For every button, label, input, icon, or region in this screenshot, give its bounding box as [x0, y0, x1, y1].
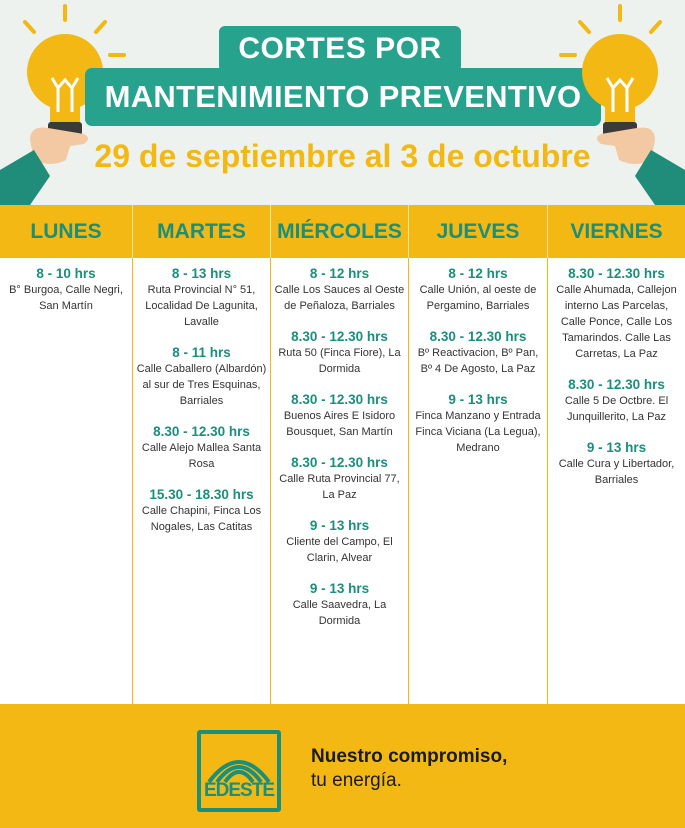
edeste-logo-icon	[197, 730, 281, 812]
outage-entry	[271, 266, 408, 314]
outage-entry	[548, 266, 685, 362]
column-lunes	[0, 258, 133, 704]
outage-place: Calle Unión, al oeste de Pergamino, Barriales	[419, 284, 537, 312]
column-miercoles	[271, 258, 409, 704]
outage-time: 8.30 - 12.30 hrs	[429, 329, 527, 344]
day-header-lunes: LUNES	[0, 205, 133, 258]
outage-time: 9 - 13 hrs	[309, 581, 370, 596]
column-martes	[133, 258, 271, 704]
outage-time: 8.30 - 12.30 hrs	[291, 392, 388, 407]
outage-place: Calle Cura y Libertador, Barriales	[558, 458, 675, 486]
outage-entry	[271, 518, 408, 566]
slogan-line-1: Nuestro compromiso,	[311, 746, 508, 767]
outage-entry	[133, 424, 270, 472]
title-line-1: CORTES POR	[219, 26, 461, 72]
outage-place: Buenos Aires E Isidoro Bousquet, San Martín	[283, 410, 396, 438]
logo-text: EDESTE	[203, 780, 275, 801]
outage-time: 9 - 13 hrs	[448, 392, 508, 407]
outage-place: Ruta 50 (Finca Fiore), La Dormida	[278, 347, 401, 375]
column-viernes	[548, 258, 685, 704]
outage-place: Calle Alejo Mallea Santa Rosa	[141, 442, 262, 470]
outage-place: Cliente del Campo, El Clarin, Alvear	[286, 536, 393, 564]
outage-time: 9 - 13 hrs	[309, 518, 370, 533]
outage-place: B° Burgoa, Calle Negri, San Martín	[9, 284, 123, 312]
outage-entry	[548, 377, 685, 425]
schedule-columns	[0, 258, 685, 704]
outage-entry	[271, 455, 408, 503]
outage-entry	[409, 329, 547, 377]
outage-time: 8 - 10 hrs	[36, 266, 96, 281]
day-header-jueves: JUEVES	[409, 205, 548, 258]
outage-time: 8.30 - 12.30 hrs	[153, 424, 250, 439]
outage-time: 8.30 - 12.30 hrs	[291, 329, 388, 344]
outage-entry	[133, 345, 270, 409]
outage-place: Calle Caballero (Albardón) al sur de Tres Esquinas, Barriales	[136, 363, 267, 407]
outage-entry	[271, 329, 408, 377]
outage-time: 8 - 11 hrs	[172, 345, 231, 360]
outage-entry	[133, 487, 270, 535]
outage-place: Finca Manzano y Entrada Finca Viciana (La Legua), Medrano	[415, 410, 541, 454]
outage-entry	[133, 266, 270, 330]
day-header-miercoles: MIÉRCOLES	[271, 205, 409, 258]
outage-time: 8.30 - 12.30 hrs	[568, 266, 665, 281]
outage-place: Bº Reactivacion, Bº Pan, Bº 4 De Agosto, La Paz	[417, 347, 539, 375]
outage-time: 8.30 - 12.30 hrs	[568, 377, 665, 392]
outage-time: 9 - 13 hrs	[586, 440, 647, 455]
outage-entry	[409, 392, 547, 456]
outage-place: Calle Los Sauces al Oeste de Peñaloza, Barriales	[274, 284, 405, 312]
outage-time: 15.30 - 18.30 hrs	[149, 487, 254, 502]
footer	[0, 704, 685, 828]
header	[0, 0, 685, 205]
outage-entry	[271, 392, 408, 440]
outage-entry	[548, 440, 685, 488]
column-jueves	[409, 258, 548, 704]
day-header-martes: MARTES	[133, 205, 271, 258]
outage-entry	[271, 581, 408, 629]
outage-place: Calle Ruta Provincial 77, La Paz	[279, 473, 400, 501]
outage-place: Calle Ahumada, Callejon interno Las Parcelas, Calle Ponce, Calle Los Tamarindos. Calle Las Carretas, La Paz	[556, 284, 677, 360]
outage-time: 8 - 12 hrs	[448, 266, 508, 281]
slogan-line-2: tu energía.	[311, 770, 402, 791]
days-header-row	[0, 205, 685, 258]
outage-place: Calle Chapini, Finca Los Nogales, Las Catitas	[141, 505, 262, 533]
outage-place: Calle Saavedra, La Dormida	[292, 599, 387, 627]
title-line-2: MANTENIMIENTO PREVENTIVO	[85, 68, 601, 126]
outage-time: 8.30 - 12.30 hrs	[291, 455, 388, 470]
date-range: 29 de septiembre al 3 de octubre	[94, 138, 591, 174]
outage-entry	[0, 266, 132, 314]
outage-time: 8 - 13 hrs	[171, 266, 232, 281]
outage-place: Calle 5 De Octbre. El Junquillerito, La Paz	[564, 395, 669, 423]
outage-place: Ruta Provincial N° 51, Localidad De Lagunita, Lavalle	[145, 284, 258, 328]
day-header-viernes: VIERNES	[570, 219, 663, 243]
outage-time: 8 - 12 hrs	[309, 266, 370, 281]
outage-entry	[409, 266, 547, 314]
